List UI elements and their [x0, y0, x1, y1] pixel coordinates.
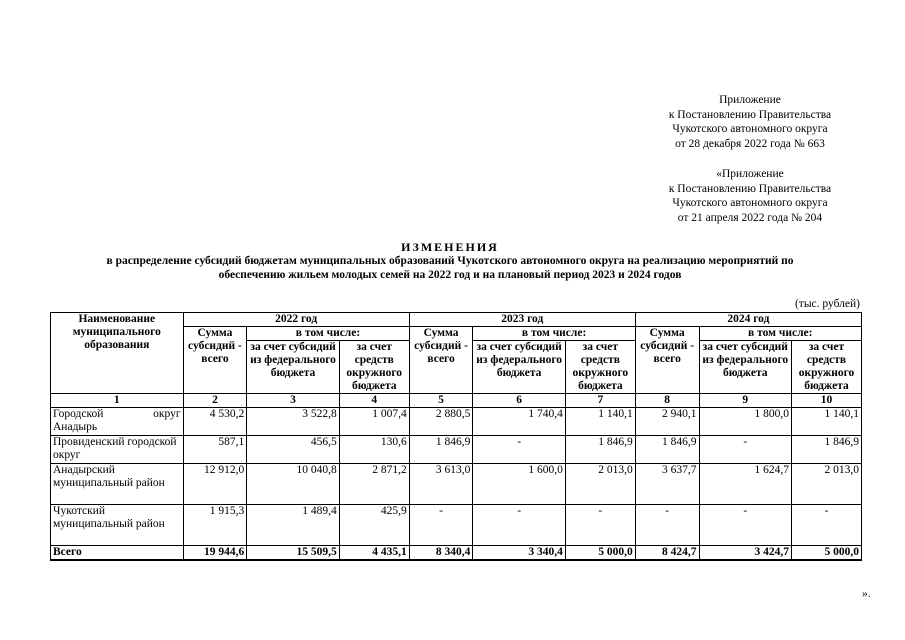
- units-note: (тыс. рублей): [794, 298, 860, 310]
- total-value: 19 944,6: [183, 546, 247, 561]
- total-value: 3 340,4: [473, 546, 565, 561]
- column-number: 3: [247, 394, 339, 408]
- value-cell: 425,9: [339, 505, 409, 546]
- col-header-including: в том числе:: [247, 327, 409, 341]
- municipality-name: Городской округ Анадырь: [51, 408, 184, 436]
- total-value: 3 424,7: [699, 546, 791, 561]
- value-cell: 12 912,0: [183, 464, 247, 505]
- value-cell: 2 871,2: [339, 464, 409, 505]
- column-number-row: [51, 394, 862, 408]
- total-value: 8 340,4: [409, 546, 473, 561]
- total-value: 4 435,1: [339, 546, 409, 561]
- col-header-name: Наименование муниципального образования: [51, 313, 184, 394]
- header-line: Чукотского автономного округа: [672, 197, 828, 209]
- col-header-okrug: за счет средств окружного бюджета: [565, 341, 635, 394]
- value-cell: 3 522,8: [247, 408, 339, 436]
- value-cell: 2 013,0: [565, 464, 635, 505]
- col-header-sum: Сумма субсидий - всего: [635, 327, 699, 394]
- appendix-header: [640, 93, 860, 151]
- title-subtitle-line: обеспечению жильем молодых семей на 2022 год и на плановый период 2023 и 2024 годов: [218, 269, 682, 281]
- value-cell: 2 880,5: [409, 408, 473, 436]
- total-value: 5 000,0: [792, 546, 862, 561]
- header-line: к Постановлению Правительства: [668, 182, 832, 195]
- header-line: Чукотского автономного округа: [672, 123, 828, 135]
- document-title: [60, 240, 840, 282]
- table-row: [51, 436, 862, 464]
- value-cell: -: [635, 505, 699, 546]
- value-cell: 2 013,0: [792, 464, 862, 505]
- col-header-federal: за счет субсидий из федерального бюджета: [473, 341, 565, 394]
- title-main: ИЗМЕНЕНИЯ: [401, 240, 499, 254]
- header-line: «Приложение: [716, 168, 784, 180]
- value-cell: -: [409, 505, 473, 546]
- value-cell: -: [792, 505, 862, 546]
- column-number: 9: [699, 394, 791, 408]
- value-cell: 1 140,1: [565, 408, 635, 436]
- table-row: [51, 464, 862, 505]
- value-cell: 1 007,4: [339, 408, 409, 436]
- value-cell: 1 624,7: [699, 464, 791, 505]
- header-line: к Постановлению Правительства: [668, 108, 832, 121]
- total-label: Всего: [51, 546, 184, 561]
- col-header-okrug: за счет средств окружного бюджета: [339, 341, 409, 394]
- table-row: [51, 505, 862, 546]
- total-value: 15 509,5: [247, 546, 339, 561]
- header-line: Приложение: [719, 94, 781, 106]
- year-header: 2022 год: [183, 313, 409, 327]
- value-cell: 4 530,2: [183, 408, 247, 436]
- column-number: 5: [409, 394, 473, 408]
- closing-quote: ».: [862, 588, 871, 600]
- col-header-okrug: за счет средств окружного бюджета: [792, 341, 862, 394]
- col-header-including: в том числе:: [473, 327, 635, 341]
- value-cell: 1 740,4: [473, 408, 565, 436]
- value-cell: 130,6: [339, 436, 409, 464]
- column-number: 6: [473, 394, 565, 408]
- value-cell: 1 600,0: [473, 464, 565, 505]
- title-subtitle-line: в распределение субсидий бюджетам муниципальных образований Чукотского автономного округа на реализацию мероприятий по: [106, 255, 794, 267]
- total-value: 8 424,7: [635, 546, 699, 561]
- value-cell: -: [473, 505, 565, 546]
- total-row: [51, 546, 862, 561]
- value-cell: 1 800,0: [699, 408, 791, 436]
- column-number: 8: [635, 394, 699, 408]
- value-cell: 1 489,4: [247, 505, 339, 546]
- column-number: 2: [183, 394, 247, 408]
- value-cell: 1 846,9: [792, 436, 862, 464]
- subsidy-table: [50, 312, 862, 561]
- value-cell: 1 140,1: [792, 408, 862, 436]
- value-cell: -: [699, 505, 791, 546]
- column-number: 7: [565, 394, 635, 408]
- value-cell: 1 915,3: [183, 505, 247, 546]
- value-cell: 3 637,7: [635, 464, 699, 505]
- col-header-sum: Сумма субсидий - всего: [409, 327, 473, 394]
- year-header: 2024 год: [635, 313, 861, 327]
- year-header: 2023 год: [409, 313, 635, 327]
- header-line: от 28 декабря 2022 года № 663: [675, 137, 825, 150]
- value-cell: 10 040,8: [247, 464, 339, 505]
- municipality-name: Провиденский городской округ: [51, 436, 184, 464]
- municipality-name: Анадырский муниципальный район: [51, 464, 184, 505]
- col-header-federal: за счет субсидий из федерального бюджета: [247, 341, 339, 394]
- value-cell: 456,5: [247, 436, 339, 464]
- col-header-sum: Сумма субсидий - всего: [183, 327, 247, 394]
- header-line: от 21 апреля 2022 года № 204: [677, 211, 823, 224]
- column-number: 1: [51, 394, 184, 408]
- col-header-federal: за счет субсидий из федерального бюджета: [699, 341, 791, 394]
- total-value: 5 000,0: [565, 546, 635, 561]
- previous-appendix-header: [640, 167, 860, 225]
- value-cell: -: [565, 505, 635, 546]
- value-cell: 3 613,0: [409, 464, 473, 505]
- value-cell: 1 846,9: [565, 436, 635, 464]
- col-header-including: в том числе:: [699, 327, 861, 341]
- value-cell: -: [699, 436, 791, 464]
- table-row: [51, 408, 862, 436]
- value-cell: 2 940,1: [635, 408, 699, 436]
- value-cell: 1 846,9: [409, 436, 473, 464]
- column-number: 10: [792, 394, 862, 408]
- column-number: 4: [339, 394, 409, 408]
- value-cell: -: [473, 436, 565, 464]
- municipality-name: Чукотский муниципальный район: [51, 505, 184, 546]
- value-cell: 1 846,9: [635, 436, 699, 464]
- value-cell: 587,1: [183, 436, 247, 464]
